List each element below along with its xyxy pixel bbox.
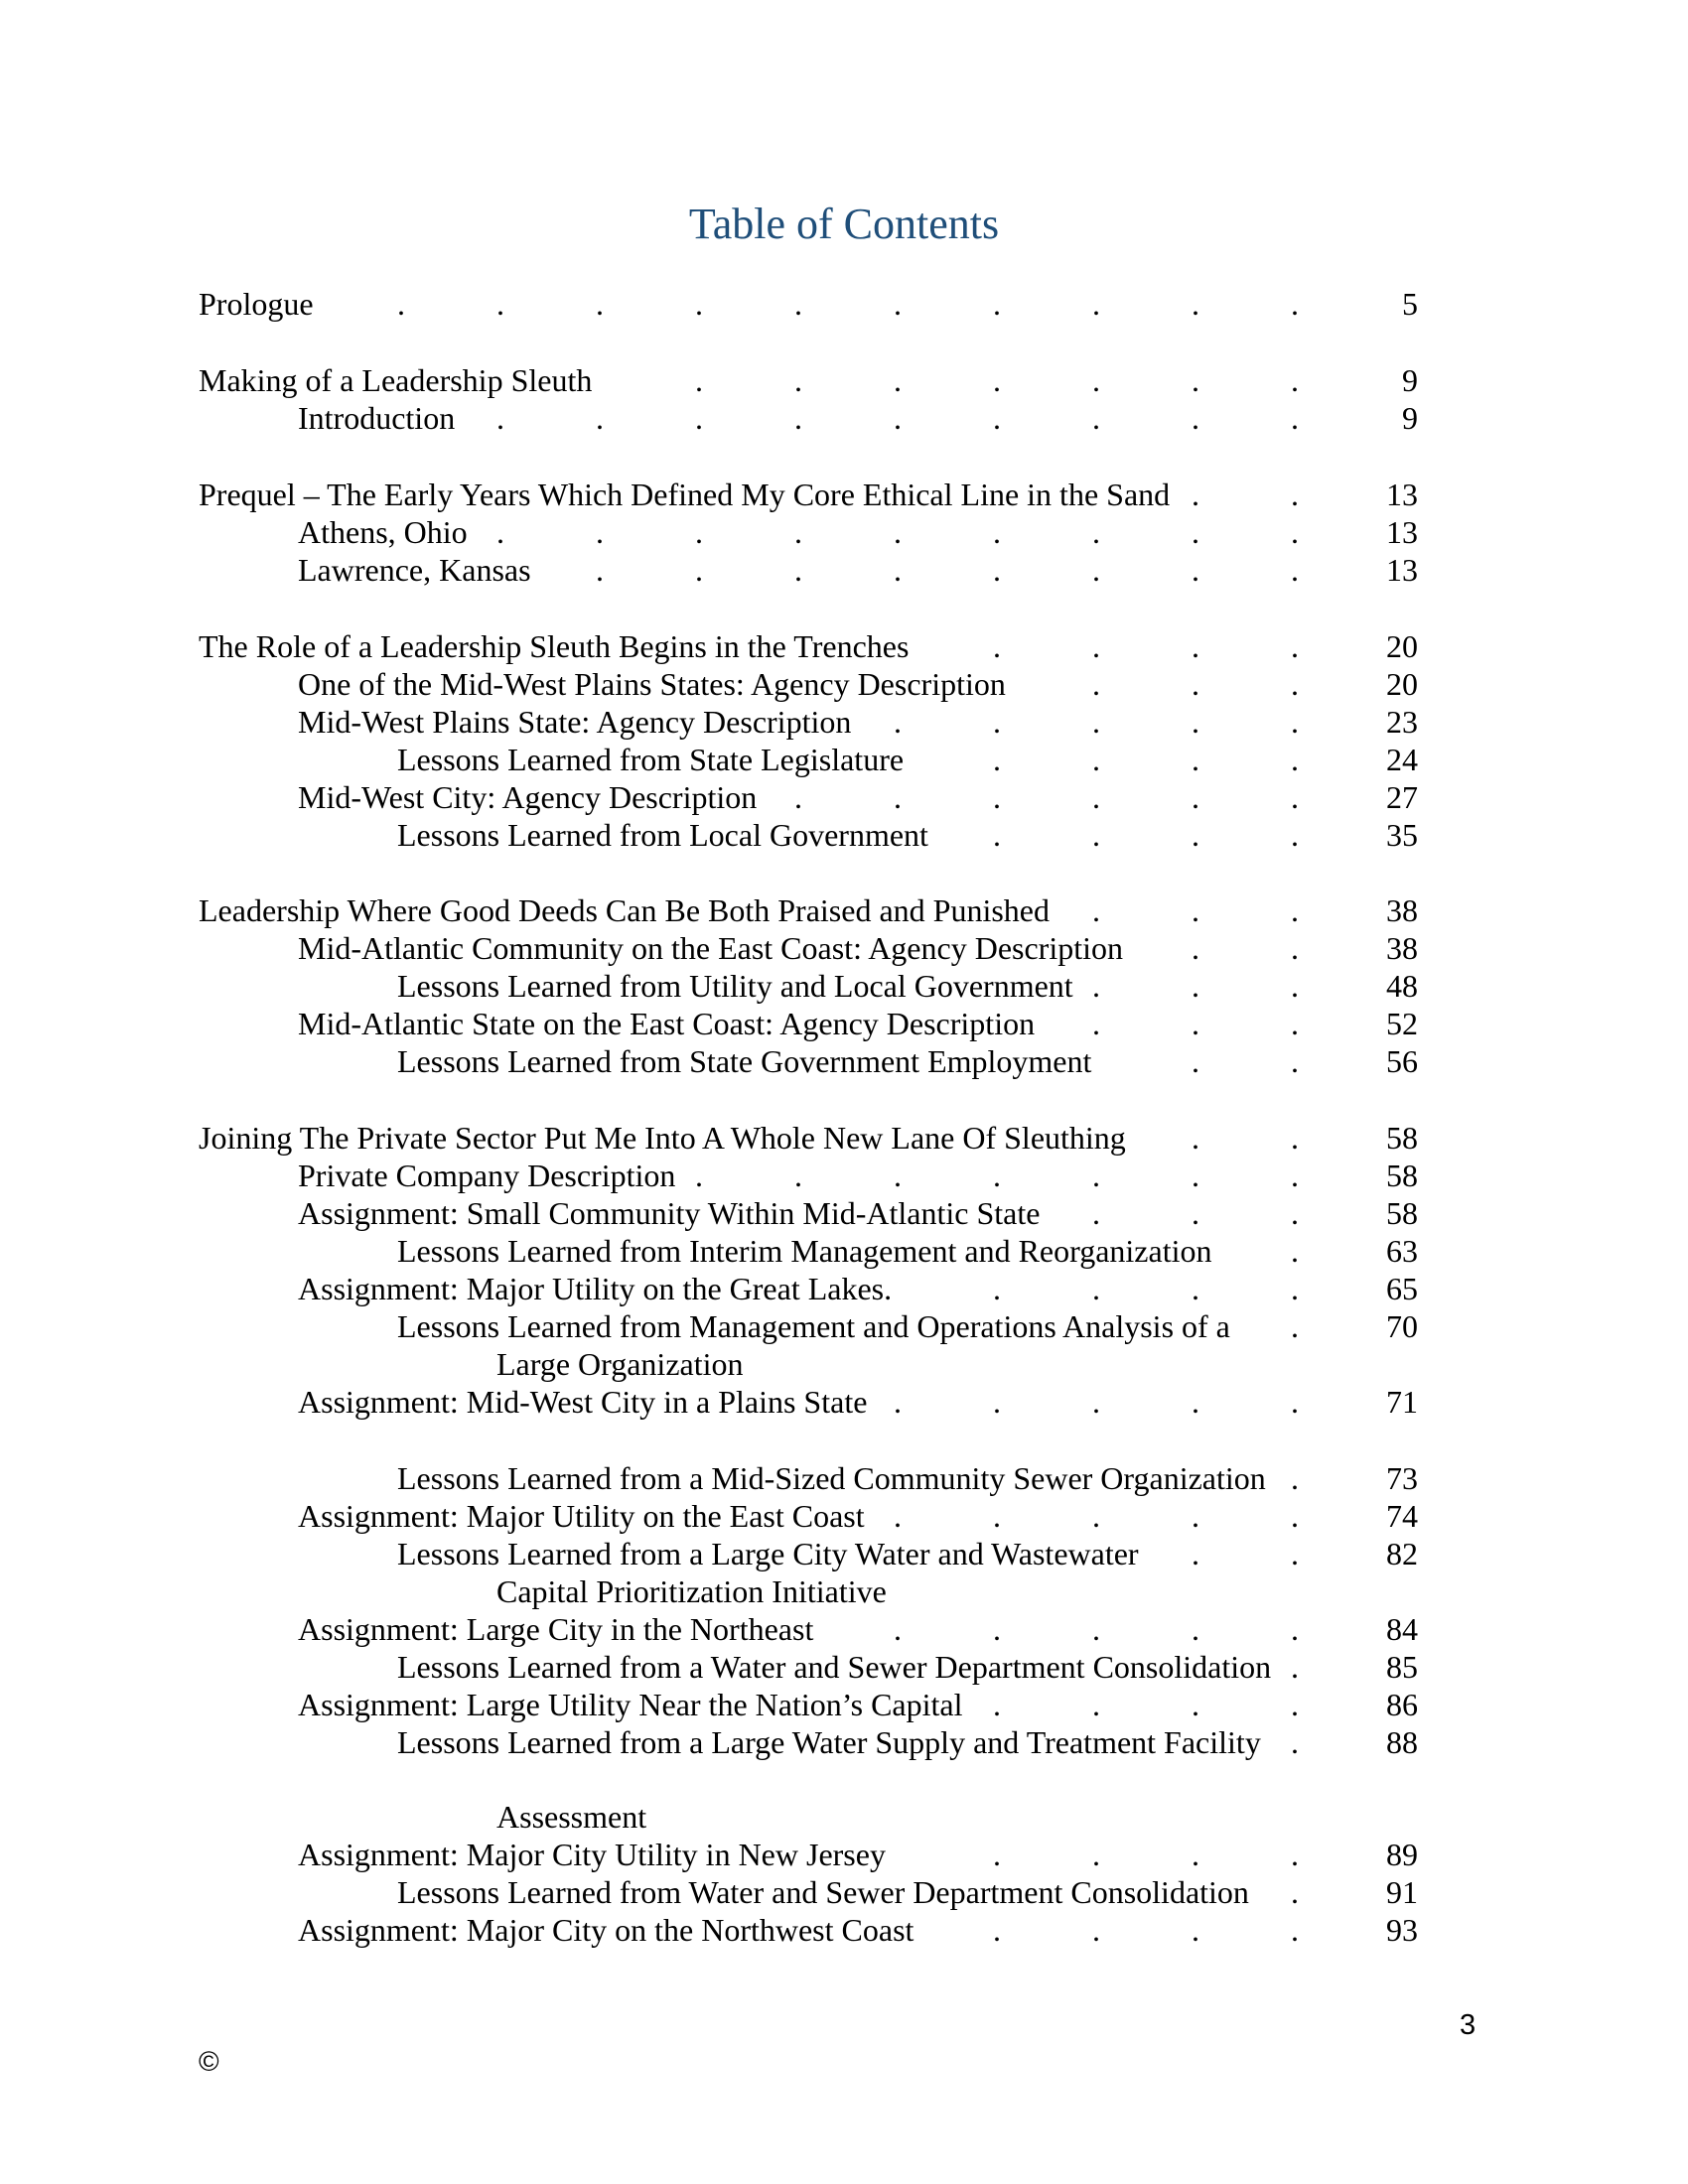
leader-dot: . <box>596 514 604 550</box>
toc-entry-page: 82 <box>1386 1536 1418 1571</box>
toc-entry-page: 52 <box>1386 1006 1418 1041</box>
leader-dot: . <box>894 779 902 815</box>
leader-dot: . <box>794 1158 802 1193</box>
toc-entry-title: Lawrence, Kansas <box>298 552 531 588</box>
leader-dot: . <box>1192 1912 1199 1948</box>
toc-entry[interactable] <box>0 815 1688 855</box>
leader-dot: . <box>695 514 703 550</box>
toc-entry-page: 86 <box>1386 1687 1418 1722</box>
leader-dot: . <box>993 362 1001 398</box>
leader-dot: . <box>1291 400 1299 436</box>
toc-entry-title: Assignment: Small Community Within Mid-Atlantic State <box>298 1195 1041 1231</box>
toc-entry-title: Private Company Description <box>298 1158 676 1193</box>
toc-entry-title: Athens, Ohio <box>298 514 468 550</box>
toc-entry-page: 5 <box>1402 286 1418 322</box>
leader-dot: . <box>993 1912 1001 1948</box>
leader-dot: . <box>1291 1271 1299 1306</box>
leader-dot: . <box>1092 1837 1100 1872</box>
toc-entry-title: Assignment: Major City on the Northwest Coast <box>298 1912 914 1948</box>
toc-entry-page: 73 <box>1386 1460 1418 1496</box>
toc-entry-page: 93 <box>1386 1912 1418 1948</box>
leader-dot: . <box>993 1158 1001 1193</box>
leader-dot: . <box>1291 1837 1299 1872</box>
leader-dot: . <box>1291 514 1299 550</box>
leader-dot: . <box>993 1498 1001 1534</box>
toc-entry-page: 38 <box>1386 930 1418 966</box>
toc-entry-title: Lessons Learned from a Large City Water and Wastewater <box>397 1536 1139 1571</box>
toc-entry-page: 48 <box>1386 968 1418 1004</box>
toc-entry[interactable] <box>0 1306 1688 1346</box>
toc-entry[interactable] <box>0 550 1688 590</box>
leader-dot: . <box>1092 742 1100 777</box>
toc-entry-page: 58 <box>1386 1120 1418 1156</box>
leader-dot: . <box>993 514 1001 550</box>
toc-entry-title: Prologue <box>199 286 314 322</box>
leader-dot: . <box>1291 477 1299 512</box>
leader-dot: . <box>1192 704 1199 740</box>
leader-dot: . <box>1192 477 1199 512</box>
leader-dot: . <box>1192 1687 1199 1722</box>
leader-dot: . <box>695 552 703 588</box>
leader-dot: . <box>1291 817 1299 853</box>
toc-entry-title: Mid-West Plains State: Agency Description <box>298 704 852 740</box>
toc-entry-page: 65 <box>1386 1271 1418 1306</box>
leader-dot: . <box>993 552 1001 588</box>
toc-entry-continuation: Capital Prioritization Initiative <box>496 1573 887 1609</box>
toc-entry-page: 13 <box>1386 514 1418 550</box>
leader-dot: . <box>496 514 504 550</box>
toc-entry-page: 71 <box>1386 1384 1418 1420</box>
toc-entry-page: 13 <box>1386 552 1418 588</box>
leader-dot: . <box>794 286 802 322</box>
toc-entry[interactable] <box>0 360 1688 400</box>
toc-entry[interactable] <box>0 966 1688 1006</box>
toc-entry-page: 27 <box>1386 779 1418 815</box>
toc-entry[interactable] <box>0 1118 1688 1158</box>
leader-dot: . <box>1192 1611 1199 1647</box>
leader-dot: . <box>695 400 703 436</box>
leader-dot: . <box>1092 704 1100 740</box>
toc-entry[interactable] <box>0 1685 1688 1724</box>
toc-entry-title: Lessons Learned from a Mid-Sized Community Sewer Organization <box>397 1460 1266 1496</box>
leader-dot: . <box>1092 892 1100 928</box>
leader-dot: . <box>1192 362 1199 398</box>
leader-dot: . <box>1192 552 1199 588</box>
leader-dot: . <box>1192 400 1199 436</box>
toc-entry[interactable] <box>0 777 1688 817</box>
toc-entry-page: 35 <box>1386 817 1418 853</box>
leader-dot: . <box>1291 666 1299 702</box>
leader-dot: . <box>894 552 902 588</box>
leader-dot: . <box>1092 1611 1100 1647</box>
leader-dot: . <box>1291 968 1299 1004</box>
leader-dot: . <box>1192 817 1199 853</box>
toc-entry-page: 58 <box>1386 1195 1418 1231</box>
toc-entry-page: 85 <box>1386 1649 1418 1685</box>
toc-entry-title: Assignment: Mid-West City in a Plains State <box>298 1384 868 1420</box>
toc-entry[interactable] <box>0 740 1688 779</box>
toc-entry-title: Assignment: Major Utility on the Great Lakes. <box>298 1271 893 1306</box>
toc-entry[interactable] <box>0 1193 1688 1233</box>
leader-dot: . <box>1092 400 1100 436</box>
leader-dot: . <box>1092 552 1100 588</box>
leader-dot: . <box>1291 1460 1299 1496</box>
leader-dot: . <box>1192 1384 1199 1420</box>
toc-entry-continuation: Assessment <box>496 1799 647 1835</box>
leader-dot: . <box>794 400 802 436</box>
leader-dot: . <box>1192 1536 1199 1571</box>
leader-dot: . <box>1291 1724 1299 1760</box>
leader-dot: . <box>894 514 902 550</box>
leader-dot: . <box>1092 1687 1100 1722</box>
leader-dot: . <box>1291 1687 1299 1722</box>
toc-entry[interactable] <box>0 1910 1688 1950</box>
leader-dot: . <box>1291 1006 1299 1041</box>
leader-dot: . <box>1291 1536 1299 1571</box>
leader-dot: . <box>695 362 703 398</box>
toc-entry-title: Prequel – The Early Years Which Defined My Core Ethical Line in the Sand <box>199 477 1171 512</box>
toc-title: Table of Contents <box>688 200 1000 248</box>
leader-dot: . <box>1291 892 1299 928</box>
leader-dot: . <box>496 286 504 322</box>
toc-entry-title: Lessons Learned from a Water and Sewer Department Consolidation <box>397 1649 1272 1685</box>
toc-entry-page: 56 <box>1386 1043 1418 1079</box>
toc-entry-page: 9 <box>1402 362 1418 398</box>
leader-dot: . <box>993 817 1001 853</box>
toc-entry-page: 70 <box>1386 1308 1418 1344</box>
toc-entry-page: 9 <box>1402 400 1418 436</box>
leader-dot: . <box>1192 930 1199 966</box>
toc-entry[interactable] <box>0 1004 1688 1043</box>
toc-entry-page: 20 <box>1386 628 1418 664</box>
toc-entry-title: Lessons Learned from Water and Sewer Department Consolidation <box>397 1874 1249 1910</box>
leader-dot: . <box>1291 286 1299 322</box>
page-number: 3 <box>1460 2009 1477 2041</box>
leader-dot: . <box>596 552 604 588</box>
leader-dot: . <box>1192 1195 1199 1231</box>
leader-dot: . <box>993 400 1001 436</box>
toc-entry[interactable] <box>0 398 1688 438</box>
leader-dot: . <box>993 628 1001 664</box>
leader-dot: . <box>894 1498 902 1534</box>
leader-dot: . <box>1291 1874 1299 1910</box>
leader-dot: . <box>993 704 1001 740</box>
toc-entry-title: Mid-Atlantic Community on the East Coast: Agency Description <box>298 930 1123 966</box>
leader-dot: . <box>397 286 405 322</box>
leader-dot: . <box>1092 666 1100 702</box>
toc-entry[interactable] <box>0 664 1688 704</box>
leader-dot: . <box>794 779 802 815</box>
leader-dot: . <box>993 779 1001 815</box>
leader-dot: . <box>1092 628 1100 664</box>
leader-dot: . <box>1192 1158 1199 1193</box>
toc-entry-title: Assignment: Large City in the Northeast <box>298 1611 814 1647</box>
leader-dot: . <box>1092 1384 1100 1420</box>
toc-entry-title: Joining The Private Sector Put Me Into A Whole New Lane Of Sleuthing <box>199 1120 1126 1156</box>
toc-entry-title: Mid-West City: Agency Description <box>298 779 758 815</box>
leader-dot: . <box>1192 1271 1199 1306</box>
leader-dot: . <box>894 286 902 322</box>
leader-dot: . <box>794 362 802 398</box>
toc-entry-page: 13 <box>1386 477 1418 512</box>
toc-entry[interactable] <box>0 1269 1688 1308</box>
toc-entry[interactable] <box>0 512 1688 552</box>
toc-entry-page: 89 <box>1386 1837 1418 1872</box>
leader-dot: . <box>1291 742 1299 777</box>
leader-dot: . <box>1192 1006 1199 1041</box>
leader-dot: . <box>894 1611 902 1647</box>
toc-entry[interactable] <box>0 702 1688 742</box>
leader-dot: . <box>993 742 1001 777</box>
leader-dot: . <box>1291 1912 1299 1948</box>
leader-dot: . <box>1192 1043 1199 1079</box>
leader-dot: . <box>695 1158 703 1193</box>
leader-dot: . <box>1192 779 1199 815</box>
leader-dot: . <box>1192 286 1199 322</box>
leader-dot: . <box>993 286 1001 322</box>
toc-entry[interactable] <box>0 1609 1688 1649</box>
leader-dot: . <box>1291 1649 1299 1685</box>
leader-dot: . <box>1192 1120 1199 1156</box>
toc-entry-page: 88 <box>1386 1724 1418 1760</box>
leader-dot: . <box>1092 1195 1100 1231</box>
leader-dot: . <box>1092 362 1100 398</box>
toc-entry-page: 20 <box>1386 666 1418 702</box>
leader-dot: . <box>1291 1611 1299 1647</box>
toc-entry-page: 91 <box>1386 1874 1418 1910</box>
leader-dot: . <box>1291 1233 1299 1269</box>
toc-entry-continuation-line <box>0 1797 1688 1837</box>
toc-entry-title: Lessons Learned from a Large Water Supply and Treatment Facility <box>397 1724 1261 1760</box>
toc-entry[interactable] <box>0 1534 1688 1573</box>
toc-entry[interactable] <box>0 475 1688 514</box>
toc-entry[interactable] <box>0 1231 1688 1271</box>
leader-dot: . <box>596 400 604 436</box>
leader-dot: . <box>1092 286 1100 322</box>
leader-dot: . <box>1092 514 1100 550</box>
leader-dot: . <box>1291 1120 1299 1156</box>
toc-entry-title: Assignment: Major City Utility in New Jersey <box>298 1837 886 1872</box>
toc-entry[interactable] <box>0 1496 1688 1536</box>
leader-dot: . <box>1291 779 1299 815</box>
leader-dot: . <box>1192 742 1199 777</box>
leader-dot: . <box>1291 1195 1299 1231</box>
toc-entry[interactable] <box>0 1041 1688 1081</box>
toc-entry-title: Lessons Learned from Management and Operations Analysis of a <box>397 1308 1230 1344</box>
toc-entry-title: Leadership Where Good Deeds Can Be Both Praised and Punished <box>199 892 1050 928</box>
toc-entry-page: 84 <box>1386 1611 1418 1647</box>
toc-entry[interactable] <box>0 1722 1688 1762</box>
leader-dot: . <box>1192 1837 1199 1872</box>
toc-entry[interactable] <box>0 1382 1688 1422</box>
leader-dot: . <box>1291 1384 1299 1420</box>
leader-dot: . <box>1092 779 1100 815</box>
toc-entry-title: Lessons Learned from Utility and Local Government <box>397 968 1073 1004</box>
toc-entry-continuation-line <box>0 1344 1688 1384</box>
toc-entry-page: 74 <box>1386 1498 1418 1534</box>
leader-dot: . <box>894 400 902 436</box>
leader-dot: . <box>993 1271 1001 1306</box>
leader-dot: . <box>794 514 802 550</box>
toc-entry-title: Lessons Learned from State Legislature <box>397 742 905 777</box>
leader-dot: . <box>1192 1498 1199 1534</box>
leader-dot: . <box>1192 968 1199 1004</box>
leader-dot: . <box>1092 1158 1100 1193</box>
copyright-symbol: © <box>199 2046 219 2077</box>
leader-dot: . <box>1291 1158 1299 1193</box>
toc-entry[interactable] <box>0 890 1688 930</box>
toc-entry[interactable] <box>0 1872 1688 1912</box>
leader-dot: . <box>894 1384 902 1420</box>
toc-entry[interactable] <box>0 1156 1688 1195</box>
toc-entry[interactable] <box>0 928 1688 968</box>
leader-dot: . <box>1291 1498 1299 1534</box>
leader-dot: . <box>894 704 902 740</box>
leader-dot: . <box>1291 1308 1299 1344</box>
toc-entry-page: 63 <box>1386 1233 1418 1269</box>
toc-entry-title: Introduction <box>298 400 456 436</box>
leader-dot: . <box>1291 552 1299 588</box>
leader-dot: . <box>993 1837 1001 1872</box>
leader-dot: . <box>1192 892 1199 928</box>
toc-entry-title: Lessons Learned from State Government Employment <box>397 1043 1092 1079</box>
toc-entry-title: Making of a Leadership Sleuth <box>199 362 593 398</box>
leader-dot: . <box>1192 628 1199 664</box>
toc-entry[interactable] <box>0 284 1688 324</box>
leader-dot: . <box>1192 514 1199 550</box>
leader-dot: . <box>1092 1271 1100 1306</box>
leader-dot: . <box>1092 1912 1100 1948</box>
leader-dot: . <box>1291 930 1299 966</box>
toc-entry-page: 24 <box>1386 742 1418 777</box>
leader-dot: . <box>1192 666 1199 702</box>
toc-entry-title: One of the Mid-West Plains States: Agency Description <box>298 666 1006 702</box>
toc-entry-title: Mid-Atlantic State on the East Coast: Agency Description <box>298 1006 1036 1041</box>
leader-dot: . <box>993 1687 1001 1722</box>
leader-dot: . <box>596 286 604 322</box>
toc-entry[interactable] <box>0 1458 1688 1498</box>
leader-dot: . <box>1291 704 1299 740</box>
toc-entry[interactable] <box>0 1647 1688 1687</box>
toc-entry-page: 38 <box>1386 892 1418 928</box>
toc-entry-page: 23 <box>1386 704 1418 740</box>
toc-entry[interactable] <box>0 626 1688 666</box>
leader-dot: . <box>695 286 703 322</box>
leader-dot: . <box>1291 362 1299 398</box>
leader-dot: . <box>1092 1006 1100 1041</box>
toc-entry-continuation: Large Organization <box>496 1346 744 1382</box>
leader-dot: . <box>1291 628 1299 664</box>
leader-dot: . <box>993 1384 1001 1420</box>
leader-dot: . <box>894 362 902 398</box>
toc-entry-continuation-line <box>0 1571 1688 1611</box>
leader-dot: . <box>1291 1043 1299 1079</box>
toc-entry-title: Assignment: Large Utility Near the Nation’s Capital <box>298 1687 963 1722</box>
leader-dot: . <box>794 552 802 588</box>
toc-entry-title: Lessons Learned from Local Government <box>397 817 928 853</box>
leader-dot: . <box>1092 817 1100 853</box>
leader-dot: . <box>894 1158 902 1193</box>
leader-dot: . <box>1092 1498 1100 1534</box>
leader-dot: . <box>1092 968 1100 1004</box>
leader-dot: . <box>496 400 504 436</box>
toc-entry-title: Assignment: Major Utility on the East Coast <box>298 1498 865 1534</box>
toc-entry[interactable] <box>0 1835 1688 1874</box>
toc-entry-page: 58 <box>1386 1158 1418 1193</box>
toc-entry-title: Lessons Learned from Interim Management and Reorganization <box>397 1233 1212 1269</box>
toc-entry-title: The Role of a Leadership Sleuth Begins in the Trenches <box>199 628 910 664</box>
leader-dot: . <box>993 1611 1001 1647</box>
